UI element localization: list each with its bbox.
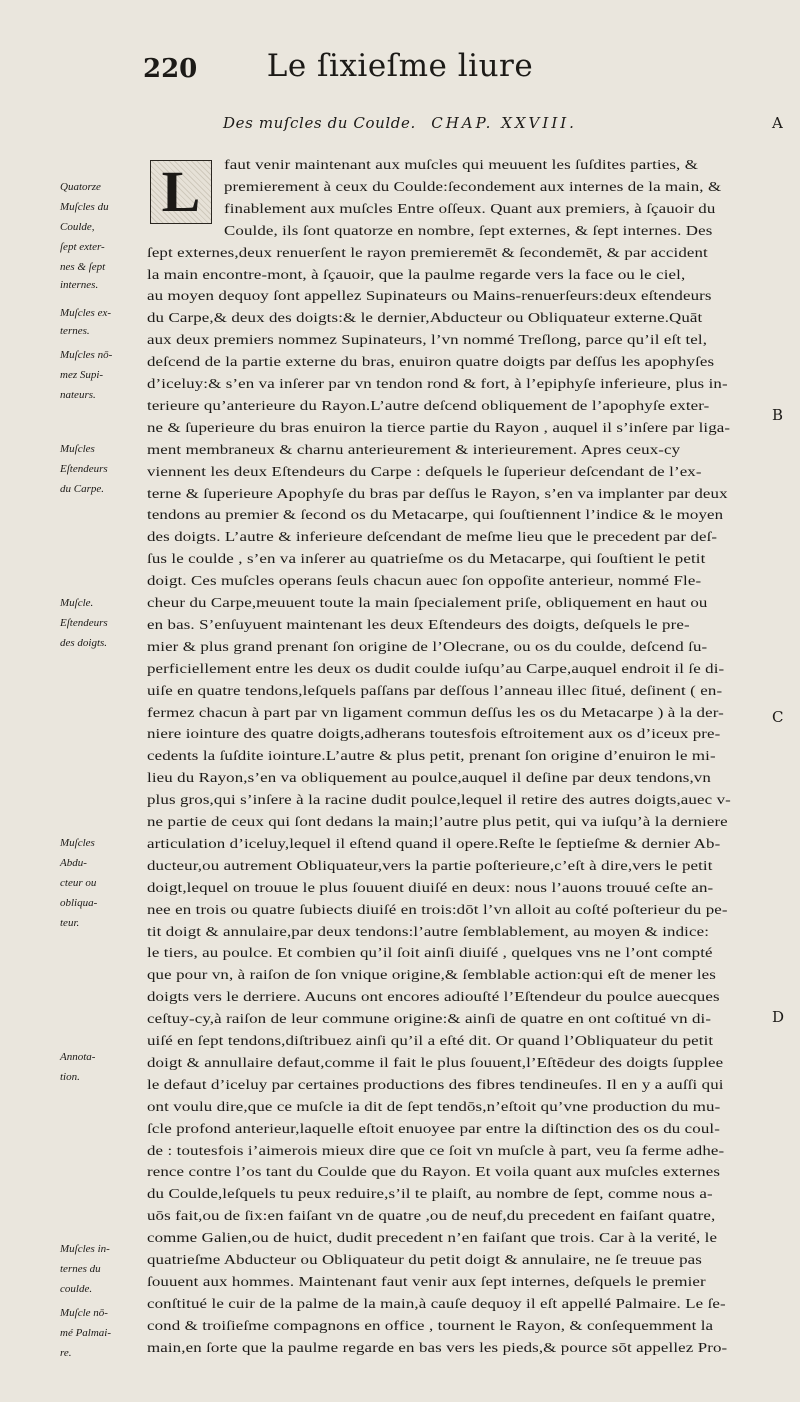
marginal-note: Quatorze (60, 181, 101, 193)
text-line: finablement aux muſcles Entre oſſeux. Quant aux premiers, à ſçauoir du (224, 200, 716, 216)
marginal-note: Muſcles nō- (60, 349, 113, 361)
text-line: au moyen dequoy ſont appellez Supinateurs ou Mains-renuerſeurs:deux eſtendeurs (147, 288, 712, 304)
marginal-note: des doigts. (60, 637, 108, 649)
text-line: aux deux premiers nommez Supinateurs, l’vn nommé Treſlong, parce qu’il eſt tel, (147, 332, 708, 348)
running-head (0, 48, 800, 88)
text-line: cond & troiſieſme compagnons en office , tournent le Rayon, & conſequemment la (147, 1317, 714, 1333)
text-line: cedents la ſuſdite iointure.L’autre & plus petit, prenant ſon origine d’enuiron le mi- (147, 748, 716, 764)
text-line: doigt,lequel on trouue le plus ſouuent diuiſé en deux: nous l’auons trouué ceſte an- (147, 879, 714, 895)
text-line: uiſé en ſept tendons,diſtribuez ainſi qu’il a eſté dit. Or quand l’Obliquateur du petit (147, 1033, 714, 1048)
text-line: en bas. S’enſuyuent maintenant les deux Eſtendeurs des doigts, deſquels le pre- (147, 616, 690, 632)
marginal-note: re. (60, 1347, 72, 1359)
text-line: des doigts. L’autre & inferieure deſcendant de meſme lieu que le precedent par deſ- (147, 529, 718, 545)
marginal-note: coulde. (60, 1283, 93, 1295)
text-line: lieu du Rayon,s’en va obliquement au poulce,auquel il deſine par deux tendons,vn (147, 770, 711, 786)
text-line: perficiellement entre les deux os dudit coulde iuſqu’au Carpe,auquel endroit il ſe di- (147, 660, 725, 676)
text-line: ſcle profond anterieur,laquelle eſtoit enuoyee par entre la diſtinction des os du coul- (147, 1120, 720, 1136)
marginal-note: nes & ſept (60, 261, 106, 273)
text-line: comme Galien,ou de huict, dudit precedent n’en faiſant que trois. Car à la verité, le (147, 1230, 718, 1246)
margin-letter-c: C (772, 708, 784, 726)
marginal-note: Muſcle. (60, 597, 94, 609)
marginal-note: tion. (60, 1071, 80, 1083)
text-line: ne partie de ceux qui ſont dedans la main;l’autre plus petit, qui va iuſqu’à la derniere (147, 814, 728, 829)
text-line: le defaut d’iceluy par certaines productions des fibres tendineuſes. Il en y a auſſi qui (147, 1076, 724, 1092)
text-line: d’iceluy:& s’en va inſerer par vn tendon rond & fort, à l’epiphyſe inferieure, plus in- (147, 376, 728, 391)
marginal-note: mé Palmai- (60, 1327, 112, 1339)
marginal-note: Muſcles ex- (60, 307, 111, 319)
marginal-note: internes. (60, 279, 99, 291)
text-line: la main encontre-mont, à ſçauoir, que la paulme regarde vers la face ou le ciel, (147, 266, 686, 282)
text-line: de : toutesfois i’aimerois mieux dire que ce ſoit vn muſcle à part, veu ſa ferme adhe- (147, 1142, 725, 1158)
text-line: mier & plus grand prenant ſon origine de l’Olecrane, ou os du coulde, deſcend ſu- (147, 638, 708, 654)
text-line: terieure qu’anterieure du Rayon.L’autre deſcend obliquement de l’apophyſe exter- (147, 397, 710, 413)
text-line: doigt & annullaire defaut,comme il fait le plus ſouuent,l’Eſtēdeur des doigts ſupplee (147, 1054, 724, 1070)
text-line: uōs fait,ou de ſix:en faiſant vn de quatre ,ou de neuf,du precedent en faiſant quatre, (147, 1208, 716, 1224)
text-line: ſouuent aux hommes. Maintenant faut venir aux ſept internes, deſquels le premier (147, 1273, 706, 1289)
text-line: doigt. Ces muſcles operans ſeuls chacun auec ſon oppoſite anterieur, nommé Fle- (147, 573, 702, 589)
text-line: tendons au premier & ſecond os du Metacarpe, qui ſouſtiennent l’indice & le moyen (147, 507, 724, 523)
text-line: ſept externes,deux renuerſent le rayon premieremēt & ſecondemēt, & par accident (147, 244, 708, 260)
text-line: ducteur,ou autrement Obliquateur,vers la partie poſterieure,c’eſt à dire,vers le petit (147, 857, 713, 873)
text-line: nee en trois ou quatre ſubiects diuiſé en trois:dōt l’vn alloit au coſté poſterieur du pe- (147, 901, 728, 917)
text-line: cheur du Carpe,meuuent toute la main ſpecialement priſe, obliquement en haut ou (147, 595, 708, 610)
marginal-note: teur. (60, 917, 80, 929)
margin-letter-d: D (772, 1008, 785, 1026)
text-line: articulation d’iceluy,lequel il eſtend quand il opere.Reſte le ſeptieſme & dernier Ab- (147, 835, 721, 851)
marginal-note: cteur ou (60, 877, 97, 889)
text-line: quatrieſme Abducteur ou Obliquateur du petit doigt & annulaire, ne ſe treuue pas (147, 1252, 702, 1267)
marginal-note: Abdu- (60, 857, 87, 869)
text-line: ceſtuy-cy,à raiſon de leur commune origine:& ainſi de quatre en ont coſtitué vn di- (147, 1011, 712, 1027)
marginal-note: du Carpe. (60, 483, 104, 495)
text-line: uiſe en quatre tendons,leſquels paſſans par deſſous l’anneau illec ſitué, deſinent ( en- (147, 682, 723, 698)
text-line: ont voulu dire,que ce muſcle ia dit de ſept tendōs,n’eſtoit qu’vne production du mu- (147, 1098, 721, 1114)
text-line: que pour vn, à raiſon de ſon vnique origine,& ſemblable action:qui eſt de mener les (147, 967, 716, 983)
marginal-note: Annota- (60, 1051, 96, 1063)
text-line: tit doigt & annulaire,par deux tendons:l’autre ſemblablement, au moyen & indice: (147, 923, 710, 939)
chapter-title: Des muſcles du Coulde. (223, 114, 416, 132)
chapter-heading (0, 114, 800, 132)
page-number: 220 (143, 54, 198, 84)
text-line: fermez chacun à part par vn ligament commun deſſus les os du Metacarpe ) à la der- (147, 704, 724, 720)
text-line: ſus le coulde , s’en va inſerer au quatrieſme os du Metacarpe, qui ſouſtient le petit (147, 551, 706, 567)
text-line: Coulde, ils ſont quatorze en nombre, ſept externes, & ſept internes. Des (224, 222, 713, 238)
text-line: viennent les deux Eſtendeurs du Carpe : deſquels le ſuperieur deſcendant de l’ex- (147, 463, 702, 479)
text-line: premierement à ceux du Coulde:ſecondement aux internes de la main, & (224, 178, 722, 194)
marginal-note: Muſcles (60, 443, 95, 455)
text-line: faut venir maintenant aux muſcles qui meuuent les ſuſdites parties, & (224, 157, 698, 172)
initial-letter: L (161, 159, 201, 224)
text-line: deſcend de la partie externe du bras, enuiron quatre doigts par deſſus les apophyſes (147, 354, 715, 370)
running-title: Le ſixieſme liure (266, 48, 534, 84)
marginal-note: obliqua- (60, 897, 98, 909)
marginal-note: ternes du (60, 1263, 101, 1275)
decorated-initial (150, 160, 212, 224)
text-line: plus gros,qui s’inſere à la racine dudit poulce,lequel il retire des autres doigts,auec v- (147, 792, 731, 808)
text-line: ment membraneux & charnu anterieurement & interieurement. Apres ceux-cy (147, 441, 681, 457)
text-line: terne & ſuperieure Apophyſe du bras par deſſus le Rayon, s’en va implanter par deux (147, 485, 728, 501)
marginal-note: Muſcle nō- (60, 1307, 108, 1319)
margin-letter-a: A (772, 114, 783, 132)
text-line: ne & ſuperieure du bras enuiron la tierce partie du Rayon , auquel il s’inſere par liga- (147, 419, 731, 435)
marginal-note: mez Supi- (60, 369, 104, 381)
text-line: niere iointure des quatre doigts,adherans toutesfois eſtroitement aux os d’iceux pre- (147, 726, 721, 742)
text-line: le tiers, au poulce. Et combien qu’il ſoit ainſi diuiſé , quelques vns ne l’ont compté (147, 945, 713, 961)
marginal-note: Muſcles (60, 837, 95, 849)
margin-letter-b: B (772, 406, 784, 424)
marginal-note: Coulde, (60, 221, 95, 233)
marginal-note: ternes. (60, 325, 90, 337)
marginal-note: ſept exter- (60, 241, 105, 253)
text-line: doigts vers le derriere. Aucuns ont encores adiouſté l’Eſtendeur du poulce auecques (147, 989, 720, 1005)
marginal-note: Muſcles in- (60, 1243, 110, 1255)
marginal-note: nateurs. (60, 389, 96, 401)
marginal-note: Eſtendeurs (60, 617, 108, 629)
chapter-label: CHAP. XXVIII. (431, 114, 577, 132)
marginal-note: Muſcles du (60, 201, 109, 213)
text-line: du Coulde,leſquels tu peux reduire,s’il te plaiſt, au nombre de ſept, comme nous a- (147, 1186, 713, 1202)
text-line: du Carpe,& deux des doigts:& le dernier,Abducteur ou Obliquateur externe.Quāt (147, 310, 703, 326)
text-line: rence contre l’os tant du Coulde que du Rayon. Et voila quant aux muſcles externes (147, 1164, 721, 1180)
text-line: main,en ſorte que la paulme regarde en bas vers les pieds,& pource sōt appellez Pro- (147, 1339, 728, 1355)
marginal-note: Eſtendeurs (60, 463, 108, 475)
text-line: conſtitué le cuir de la palme de la main,à cauſe dequoy il eſt appellé Palmaire. Le ſe- (147, 1295, 726, 1311)
